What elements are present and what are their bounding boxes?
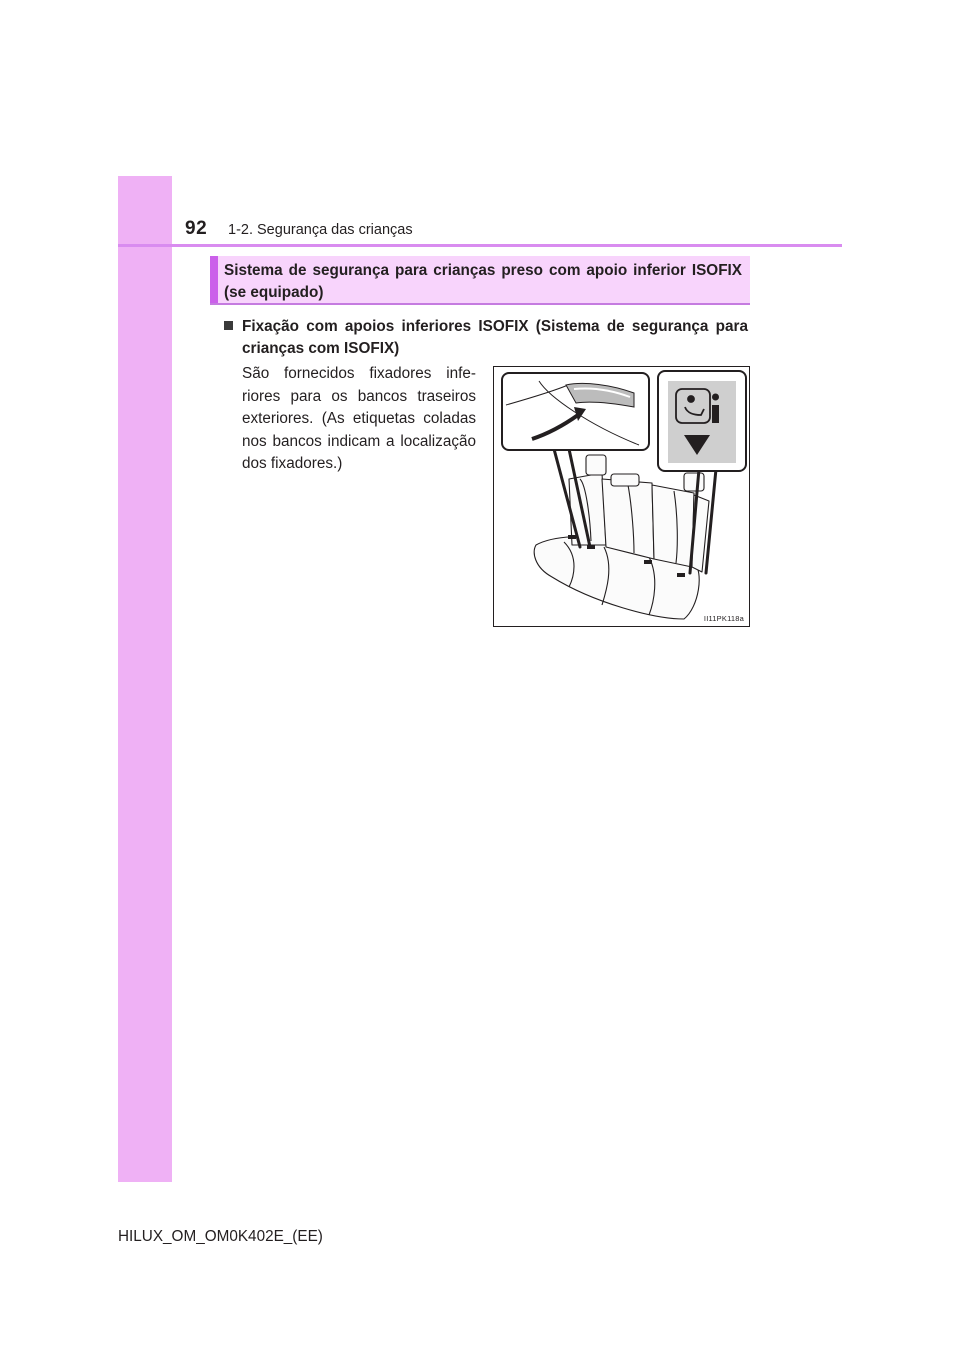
document-id-footer: HILUX_OM_OM0K402E_(EE)	[118, 1228, 323, 1245]
isofix-i-glyph	[712, 405, 719, 423]
section-heading: Sistema de segurança para crianças preso com apoio inferior ISOFIX (se equipado)	[224, 262, 742, 301]
heading-accent-bar	[210, 256, 218, 303]
rear-seat-isofix-figure	[493, 366, 750, 627]
figure-code: II11PK118a	[703, 614, 744, 623]
square-bullet-icon	[224, 321, 233, 330]
subsection-title: Fixação com apoios inferiores ISOFIX (Sistema de segurança para crianças com ISOFIX)	[242, 318, 748, 357]
body-paragraph: São fornecidos fixadores inferiores para os bancos traseiros exteriores. (As etiquetas coladas nos bancos indicam a localização dos fixadores.)	[242, 365, 476, 472]
rear-seat-illustration	[494, 367, 751, 628]
side-band	[118, 176, 172, 1182]
section-heading-box	[210, 256, 750, 305]
header-rule	[118, 244, 842, 247]
subsection	[224, 316, 748, 360]
section-title: 1-2. Segurança das crianças	[228, 222, 413, 238]
page-number: 92	[185, 218, 208, 239]
anchor-closeup-callout	[502, 373, 649, 450]
isofix-label-callout	[658, 371, 746, 471]
